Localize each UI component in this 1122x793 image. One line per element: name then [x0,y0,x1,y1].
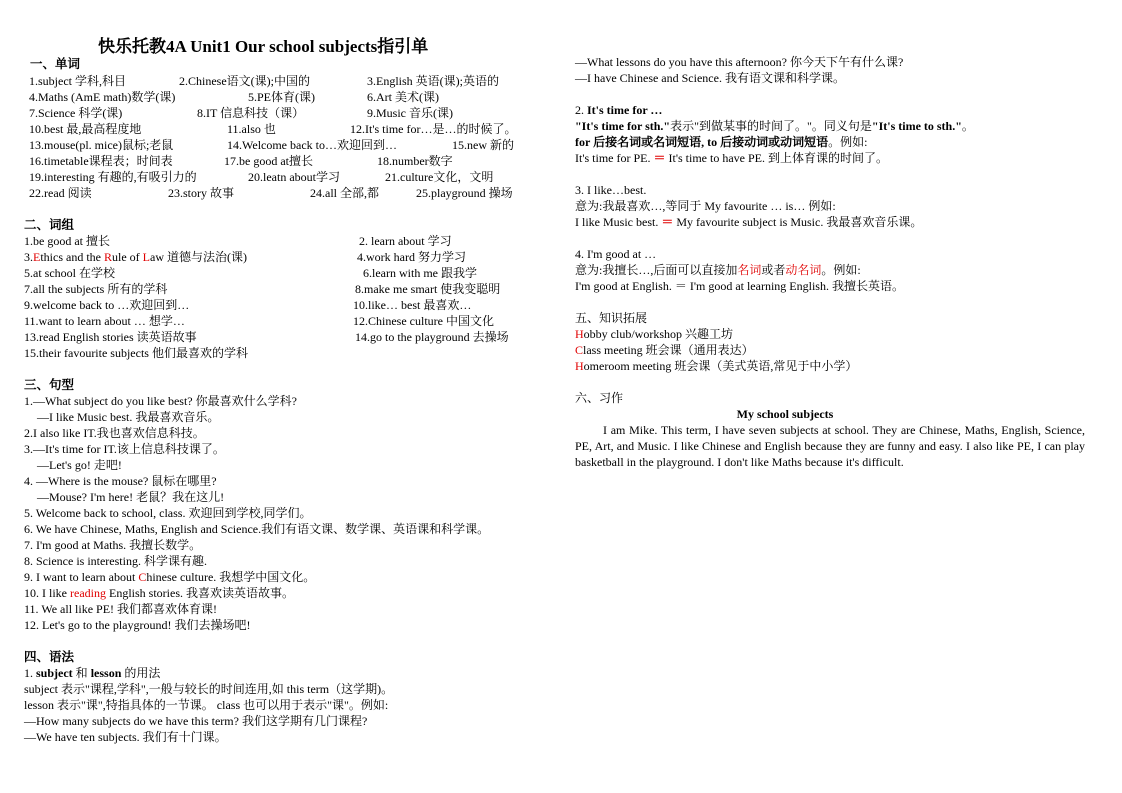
vocab-item: 17.be good at擅长 [224,154,313,168]
sentence-item: 7. I'm good at Maths. 我擅长数学。 [24,538,202,552]
grammar-line: for 后接名词或名词短语, to 后接动词或动词短语。例如: [575,135,868,149]
essay-body: I am Mike. This term, I have seven subjects at school. They are Chinese, Maths, English, Science, PE, Art, and Music. I like Chinese and English because they are funny and easy. I also like PE, I can play basketball in the playground. I don't like Maths because it's difficult. [575,423,1085,469]
phrase-item: 6.learn with me 跟我学 [363,266,477,280]
sentence-item: 4. —Where is the mouse? 鼠标在哪里? [24,474,217,488]
vocab-item: 6.Art 美术(课) [367,90,439,104]
grammar-line: It's time for PE. ＝ It's time to have PE. 到上体育课的时间了。 [575,151,888,165]
vocab-item: 11.also 也 [227,122,276,136]
phrase-item: 5.at school 在学校 [24,266,115,280]
vocab-item: 3.English 英语(课);英语的 [367,74,499,88]
knowledge-item: Class meeting 班会课（通用表达） [575,343,754,357]
phrase-item: 1.be good at 擅长 [24,234,110,248]
section-6-heading: 六、习作 [575,391,624,405]
vocab-item: 23.story 故事 [168,186,235,200]
phrase-item: 14.go to the playground 去操场 [355,330,509,344]
phrase-item: 7.all the subjects 所有的学科 [24,282,168,296]
sentence-item: 5. Welcome back to school, class. 欢迎回到学校,同学们。 [24,506,312,520]
sentence-item: —I like Music best. 我最喜欢音乐。 [37,410,220,424]
vocab-item: 19.interesting 有趣的,有吸引力的 [29,170,197,184]
grammar-line: 意为:我最喜欢…,等同于 My favourite … is… 例如: [575,199,836,213]
phrase-item: 15.their favourite subjects 他们最喜欢的学科 [24,346,248,360]
vocab-item: 16.timetable课程表；时间表 [29,154,173,168]
vocab-item: 18.number数字 [377,154,453,168]
vocab-item: 24.all 全部,都 [310,186,379,200]
vocab-item: 21.culture文化，文明 [385,170,494,184]
sentence-item: 1.—What subject do you like best? 你最喜欢什么学科? [24,394,297,408]
grammar-line: I'm good at English. ＝ I'm good at learning English. 我擅长英语。 [575,279,904,293]
knowledge-item: Homeroom meeting 班会课（美式英语,常见于中小学） [575,359,858,373]
section-2-heading: 二、词组 [24,218,75,232]
sentence-item: 12. Let's go to the playground! 我们去操场吧! [24,618,251,632]
essay-title: My school subjects [736,407,834,421]
phrase-item: 2. learn about 学习 [359,234,452,248]
phrase-item: 4.work hard 努力学习 [357,250,466,264]
vocab-item: 25.playground 操场 [416,186,513,200]
grammar-line: 1. subject 和 lesson 的用法 [24,666,161,680]
grammar-line: —I have Chinese and Science. 我有语文课和科学课。 [575,71,845,85]
sentence-item: 8. Science is interesting. 科学课有趣. [24,554,207,568]
vocab-item: 20.leatn about学习 [248,170,340,184]
grammar-line: 意为:我擅长…,后面可以直接加名词或者动名词。例如: [575,263,861,277]
vocab-item: 8.IT 信息科技（课） [197,106,305,120]
grammar-line: —What lessons do you have this afternoon? 你今天下午有什么课? [575,55,904,69]
grammar-line: —How many subjects do we have this term? 我们这学期有几门课程? [24,714,368,728]
sentence-item: 6. We have Chinese, Maths, English and Science.我们有语文课、数学课、英语课和科学课。 [24,522,490,536]
phrase-item: 11.want to learn about … 想学… [24,314,185,328]
vocab-item: 1.subject 学科,科目 [29,74,126,88]
vocab-item: 13.mouse(pl. mice)鼠标;老鼠 [29,138,174,152]
vocab-item: 7.Science 科学(课) [29,106,123,120]
sentence-item: 2.I also like IT.我也喜欢信息科技。 [24,426,205,440]
phrase-item: 3.Ethics and the Rule of Law 道德与法治(课) [24,250,248,264]
grammar-line: lesson 表示"课",特指具体的一节课。 class 也可以用于表示"课"。例如: [24,698,389,712]
sentence-item: 11. We all like PE! 我们都喜欢体育课! [24,602,218,616]
phrase-item: 10.like… best 最喜欢… [353,298,472,312]
sentence-item: —Mouse? I'm here! 老鼠？我在这儿! [37,490,225,504]
phrase-item: 12.Chinese culture 中国文化 [353,314,494,328]
vocab-item: 22.read 阅读 [29,186,92,200]
sentence-item: 3.—It's time for IT.该上信息科技课了。 [24,442,225,456]
grammar-line: —We have ten subjects. 我们有十门课。 [24,730,227,744]
vocab-item: 2.Chinese语文(课);中国的 [179,74,310,88]
phrase-item: 9.welcome back to …欢迎回到… [24,298,190,312]
section-1-heading: 一、单词 [30,57,81,71]
vocab-item: 5.PE体育(课) [248,90,315,104]
vocab-item: 12.It's time for…是…的时候了。 [350,122,517,136]
vocab-item: 4.Maths (AmE math)数学(课) [29,90,176,104]
grammar-line: I like Music best. ＝ My favourite subject is Music. 我最喜欢音乐课。 [575,215,923,229]
sentence-item: —Let's go! 走吧! [37,458,122,472]
vocab-item: 10.best 最,最高程度地 [29,122,142,136]
section-5-heading: 五、知识拓展 [575,311,648,325]
grammar-line: "It's time for sth."表示"到做某事的时间了。"。同义句是"It's time to sth."。 [575,119,974,133]
phrase-item: 8.make me smart 使我变聪明 [355,282,501,296]
section-3-heading: 三、句型 [24,378,75,392]
sentence-item: 10. I like reading English stories. 我喜欢读英语故事。 [24,586,294,600]
page-title: 快乐托教4A Unit1 Our school subjects指引单 [98,37,429,56]
grammar-line: subject 表示"课程,学科",一般与较长的时间连用,如 this term（这学期)。 [24,682,394,696]
vocab-item: 9.Music 音乐(课) [367,106,453,120]
grammar-point-2: 2. It's time for … [575,103,663,117]
vocab-item: 15.new 新的 [452,138,514,152]
grammar-point-3: 3. I like…best. [575,183,647,197]
knowledge-item: Hobby club/workshop 兴趣工坊 [575,327,733,341]
section-4-heading: 四、语法 [24,650,75,664]
grammar-point-4: 4. I'm good at … [575,247,657,261]
vocab-item: 14.Welcome back to…欢迎回到… [227,138,397,152]
phrase-item: 13.read English stories 读英语故事 [24,330,197,344]
sentence-item: 9. I want to learn about Chinese culture. 我想学中国文化。 [24,570,316,584]
